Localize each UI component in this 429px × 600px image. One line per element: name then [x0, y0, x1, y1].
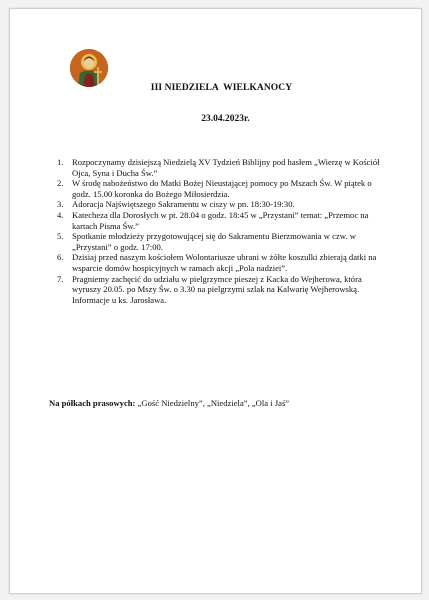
document-page — [9, 8, 422, 594]
list-item — [57, 199, 387, 210]
list-item-number: 1. — [57, 157, 64, 167]
list-item-number: 4. — [57, 209, 64, 220]
list-item — [57, 252, 387, 273]
list-item — [57, 178, 387, 199]
list-item-number: 7. — [57, 273, 64, 284]
date-heading: 23.04.2023r. — [201, 114, 250, 124]
list-item-number: 5. — [57, 231, 64, 242]
press-shelf-line — [49, 398, 409, 409]
list-item — [57, 157, 387, 178]
press-shelf-items: „Gość Niedzielny”, „Niedziela”, „Ola i Jaś” — [135, 398, 290, 408]
list-item-number: 2. — [57, 178, 64, 189]
list-item — [57, 210, 387, 231]
list-item-text: Katecheza dla Dorosłych w pt. 28.04 o godz. 18:45 w „Przystani” temat: „Przemoc na kartach Pisma Św.” — [72, 209, 369, 231]
saint-portrait-icon — [70, 49, 108, 87]
list-item-text: Rozpoczynamy dzisiejszą Niedzielą XV Tydzień Biblijny pod hasłem „Wierzę w Kościół Ojca, Syna i Ducha Św.” — [72, 157, 380, 178]
list-item-text: W środę nabożeństwo do Matki Bożej Nieustającej pomocy po Mszach Św. W piątek o godz. 15.00 koronka do Bożego Miłosierdzia. — [72, 178, 372, 199]
list-item — [57, 231, 387, 252]
list-item-number: 6. — [57, 252, 64, 263]
list-item-text: Pragniemy zachęcić do udziału w pielgrzymce pieszej z Kacka do Wejherowa, która wyruszy 20.05. po Mszy Św. o 3.30 na pielgrzymi szlak na Kalwarię Wejherowską. Informacje u ks. Jarosława. — [72, 273, 362, 305]
list-item-text: Adoracja Najświętszego Sakramentu w ciszy w pn. 18:30-19:30. — [72, 199, 295, 210]
list-item-text: Dzisiaj przed naszym kościołem Wolontariusze ubrani w żółte koszulki zbierają datki na wsparcie domów hospicyjnych w ramach akcji „Pola nadziei”. — [72, 252, 377, 273]
press-shelf-label: Na półkach prasowych: — [49, 398, 136, 408]
list-item-number: 3. — [57, 199, 64, 210]
announcements-list — [57, 157, 387, 305]
list-item-text: Spotkanie młodzieży przygotowującej się do Sakramentu Bierzmowania w czw. w „Przystani” o godz. 17:00. — [72, 231, 356, 252]
list-item — [57, 274, 387, 306]
page-title: III NIEDZIELA WIELKANOCY — [150, 83, 293, 93]
